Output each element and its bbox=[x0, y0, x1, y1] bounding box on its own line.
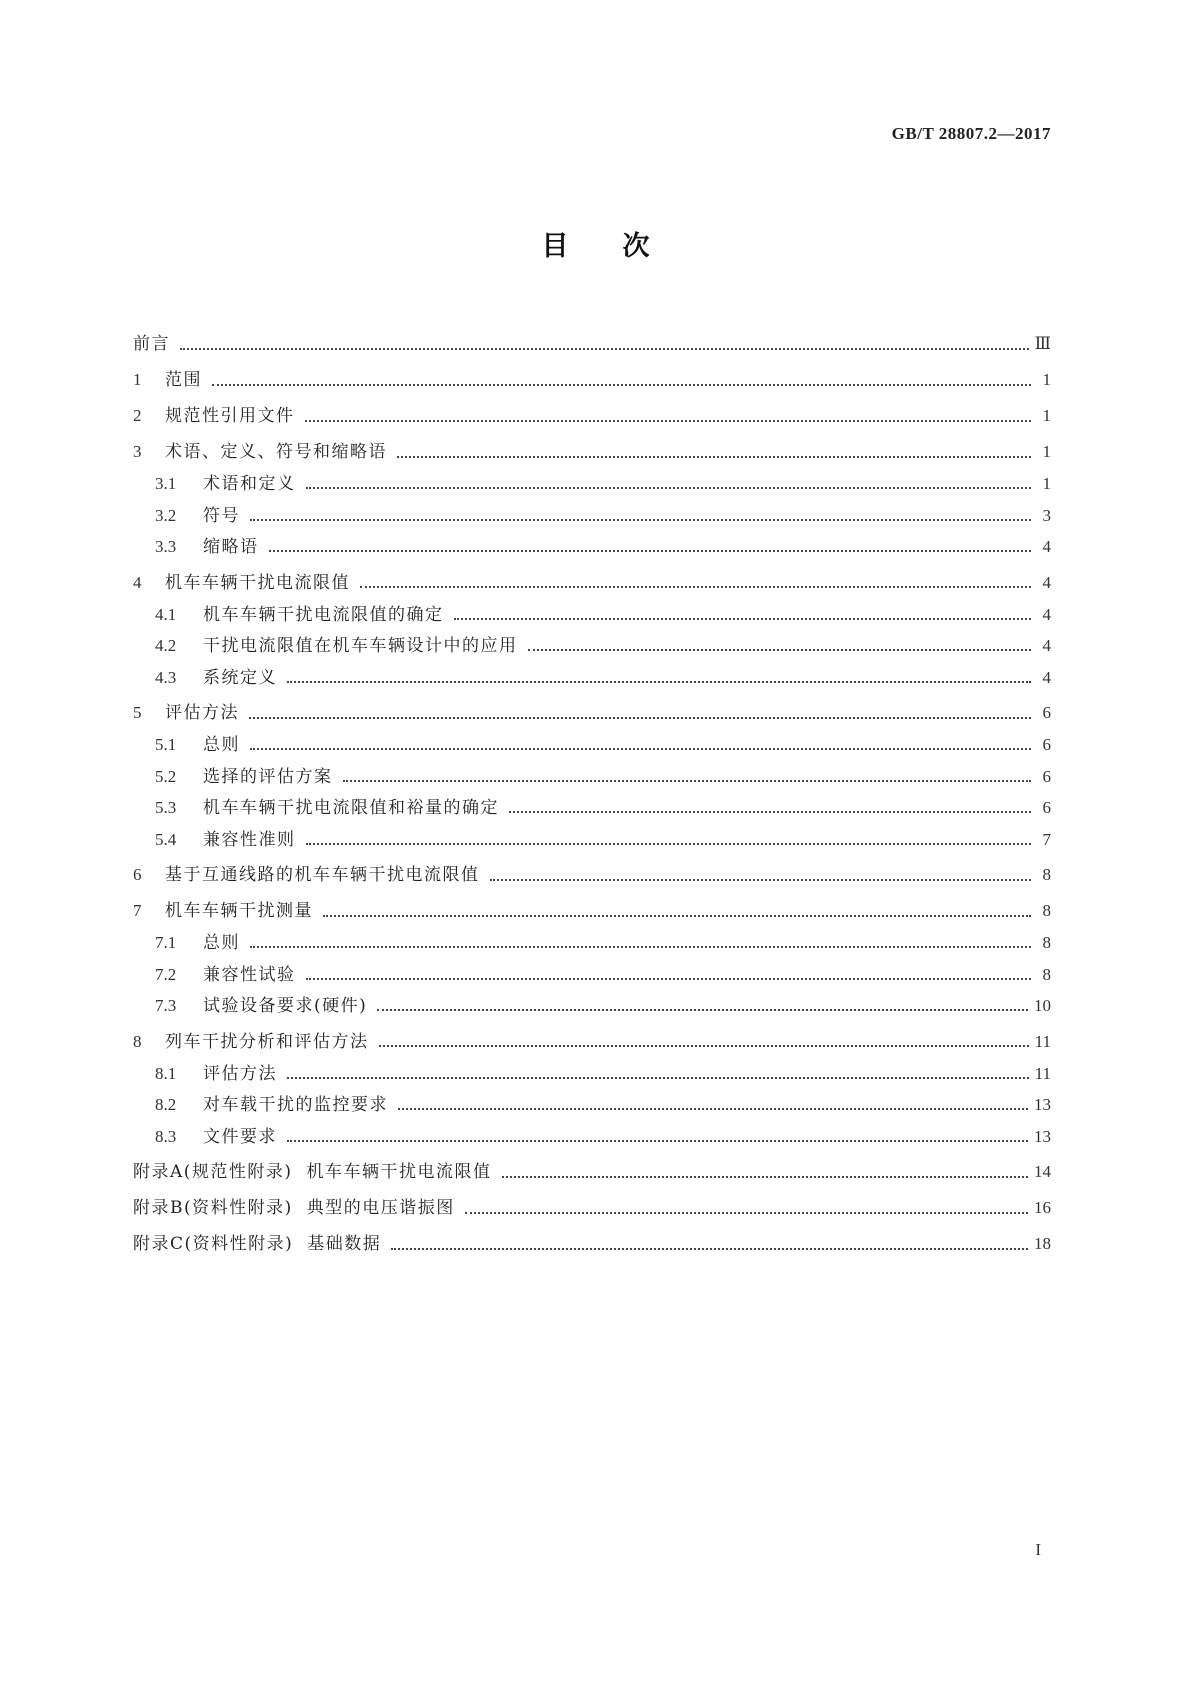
toc-entry[interactable] bbox=[133, 1089, 1051, 1121]
dot-leader bbox=[391, 1247, 1028, 1250]
toc-entry-number: 5.2 bbox=[155, 766, 177, 786]
toc-entry-number: 5.1 bbox=[155, 735, 177, 754]
toc-entry-page: 8 bbox=[1042, 865, 1051, 884]
toc-entry-page: 18 bbox=[1034, 1234, 1051, 1253]
toc-entry-page: 13 bbox=[1034, 1126, 1051, 1146]
toc-entry-page: 1 bbox=[1042, 370, 1051, 389]
dot-leader bbox=[323, 914, 1031, 917]
dot-leader bbox=[454, 617, 1032, 620]
dot-leader bbox=[249, 716, 1031, 719]
toc-entry-title: 基础数据 bbox=[307, 1234, 382, 1254]
dot-leader bbox=[250, 518, 1031, 521]
page-title: 目次 bbox=[541, 231, 704, 262]
toc-entry-title: 规范性引用文件 bbox=[165, 406, 295, 426]
dot-leader bbox=[343, 779, 1032, 782]
toc-entry[interactable] bbox=[133, 729, 1051, 761]
toc-entry-page: 10 bbox=[1034, 996, 1051, 1015]
toc-entry-number: 7.2 bbox=[155, 964, 177, 984]
toc-entry-page: 4 bbox=[1042, 667, 1051, 687]
toc-entry[interactable] bbox=[133, 697, 1051, 729]
toc-entry[interactable] bbox=[133, 662, 1051, 694]
toc-entry-number: 8.2 bbox=[155, 1095, 177, 1114]
toc-entry[interactable] bbox=[133, 531, 1051, 563]
dot-leader bbox=[287, 1139, 1028, 1142]
toc-entry-page: 8 bbox=[1042, 933, 1051, 952]
toc-entry-title: 典型的电压谐振图 bbox=[306, 1198, 455, 1218]
toc-entry-number: 4 bbox=[133, 572, 142, 592]
toc-entry-title: 对车载干扰的监控要求 bbox=[203, 1095, 388, 1115]
toc-entry-title: 机车车辆干扰电流限值的确定 bbox=[203, 604, 444, 625]
toc-entry-number: 8.3 bbox=[155, 1126, 177, 1146]
toc-entry-page: 1 bbox=[1042, 442, 1051, 461]
toc-entry[interactable] bbox=[133, 328, 1051, 360]
toc-entry-number: 7.1 bbox=[155, 933, 177, 952]
toc-entry-number: 6 bbox=[133, 865, 142, 884]
toc-entry-page: 16 bbox=[1034, 1198, 1051, 1217]
toc-entry-page: Ⅲ bbox=[1034, 334, 1051, 353]
toc-entry[interactable] bbox=[133, 1228, 1051, 1260]
toc-entry-title: 兼容性准则 bbox=[203, 829, 296, 850]
toc-entry[interactable] bbox=[133, 400, 1051, 432]
toc-entry-number: 3 bbox=[133, 442, 142, 461]
dot-leader bbox=[306, 486, 1032, 489]
toc-entry-page: 1 bbox=[1042, 474, 1051, 493]
toc-entry-page: 1 bbox=[1042, 406, 1051, 425]
toc-entry-title: 系统定义 bbox=[203, 667, 277, 688]
toc-entry-title: 范围 bbox=[165, 370, 202, 390]
toc-entry[interactable] bbox=[133, 990, 1051, 1022]
toc-entry[interactable] bbox=[133, 927, 1051, 959]
toc-appendix-label: 附录C(资料性附录) bbox=[133, 1234, 294, 1254]
toc-entry[interactable] bbox=[133, 824, 1051, 856]
toc-entry[interactable] bbox=[133, 599, 1051, 631]
toc-entry-number: 3.3 bbox=[155, 537, 177, 556]
toc-entry-number: 4.1 bbox=[155, 604, 177, 624]
toc-entry-title: 评估方法 bbox=[165, 703, 239, 723]
toc-entry-number: 5 bbox=[133, 703, 142, 722]
toc-entry-page: 6 bbox=[1042, 735, 1051, 754]
dot-leader bbox=[377, 1008, 1028, 1011]
toc-entry-number: 2 bbox=[133, 406, 142, 425]
page-number: I bbox=[1035, 1540, 1041, 1559]
toc-entry-title: 前言 bbox=[133, 334, 170, 354]
toc-entry[interactable] bbox=[133, 436, 1051, 468]
dot-leader bbox=[180, 347, 1029, 350]
toc-entry[interactable] bbox=[133, 1192, 1051, 1224]
toc-entry-title: 机车车辆干扰测量 bbox=[165, 901, 313, 921]
toc-entry-page: 4 bbox=[1042, 537, 1051, 556]
toc-entry-title: 试验设备要求(硬件) bbox=[203, 996, 368, 1016]
toc-entry-title: 兼容性试验 bbox=[203, 964, 296, 985]
toc-appendix-label: 附录A(规范性附录) bbox=[133, 1162, 293, 1182]
toc-entry-page: 3 bbox=[1042, 505, 1051, 525]
standard-code: GB/T 28807.2—2017 bbox=[891, 124, 1051, 143]
dot-leader bbox=[397, 455, 1031, 458]
toc-entry[interactable] bbox=[133, 630, 1051, 662]
toc-entry[interactable] bbox=[133, 959, 1051, 991]
toc-entry-title: 总则 bbox=[203, 933, 240, 953]
table-of-contents bbox=[133, 328, 1051, 1260]
toc-entry[interactable] bbox=[133, 859, 1051, 891]
toc-entry-page: 4 bbox=[1042, 572, 1051, 592]
toc-entry-title: 干扰电流限值在机车车辆设计中的应用 bbox=[203, 636, 518, 656]
dot-leader bbox=[509, 810, 1031, 813]
toc-entry-page: 11 bbox=[1034, 1031, 1051, 1051]
toc-entry-title: 术语和定义 bbox=[203, 474, 296, 494]
toc-entry[interactable] bbox=[133, 468, 1051, 500]
toc-entry-number: 7 bbox=[133, 901, 142, 920]
toc-entry[interactable] bbox=[133, 1058, 1051, 1090]
toc-entry-title: 符号 bbox=[203, 505, 240, 526]
toc-entry-title: 选择的评估方案 bbox=[203, 766, 333, 787]
toc-entry[interactable] bbox=[133, 895, 1051, 927]
toc-entry-page: 6 bbox=[1042, 798, 1051, 817]
toc-entry[interactable] bbox=[133, 1026, 1051, 1058]
toc-entry-title: 缩略语 bbox=[203, 537, 259, 557]
toc-entry-number: 4.3 bbox=[155, 667, 177, 687]
toc-entry-number: 4.2 bbox=[155, 636, 177, 655]
toc-entry-number: 8.1 bbox=[155, 1063, 177, 1083]
toc-entry-number: 3.1 bbox=[155, 474, 177, 493]
toc-entry-page: 8 bbox=[1042, 964, 1051, 984]
dot-leader bbox=[269, 549, 1032, 552]
dot-leader bbox=[250, 945, 1031, 948]
toc-entry-title: 机车车辆干扰电流限值和裕量的确定 bbox=[203, 798, 499, 818]
toc-entry-title: 评估方法 bbox=[203, 1063, 277, 1084]
toc-entry-title: 机车车辆干扰电流限值 bbox=[165, 572, 350, 593]
toc-entry-page: 11 bbox=[1034, 1063, 1051, 1083]
toc-entry[interactable] bbox=[133, 1121, 1051, 1153]
toc-entry-title: 列车干扰分析和评估方法 bbox=[165, 1031, 369, 1052]
toc-entry-number: 5.4 bbox=[155, 829, 177, 849]
dot-leader bbox=[250, 747, 1031, 750]
toc-entry-page: 8 bbox=[1042, 901, 1051, 920]
dot-leader bbox=[306, 842, 1032, 845]
dot-leader bbox=[379, 1044, 1029, 1047]
dot-leader bbox=[305, 419, 1032, 422]
toc-entry-page: 7 bbox=[1042, 829, 1051, 849]
toc-entry-page: 4 bbox=[1042, 636, 1051, 655]
toc-entry-page: 14 bbox=[1034, 1162, 1051, 1181]
toc-entry-title: 总则 bbox=[203, 735, 240, 755]
dot-leader bbox=[528, 648, 1032, 651]
dot-leader bbox=[306, 977, 1032, 980]
toc-appendix-label: 附录B(资料性附录) bbox=[133, 1198, 293, 1218]
dot-leader bbox=[360, 585, 1031, 588]
toc-entry[interactable] bbox=[133, 761, 1051, 793]
dot-leader bbox=[490, 878, 1032, 881]
toc-entry-number: 3.2 bbox=[155, 505, 177, 525]
dot-leader bbox=[398, 1107, 1028, 1110]
toc-entry-number: 7.3 bbox=[155, 996, 177, 1015]
dot-leader bbox=[287, 680, 1031, 683]
toc-entry-title: 术语、定义、符号和缩略语 bbox=[165, 442, 387, 462]
toc-entry[interactable] bbox=[133, 500, 1051, 532]
toc-entry-page: 13 bbox=[1034, 1095, 1051, 1114]
dot-leader bbox=[212, 383, 1031, 386]
toc-entry-number: 8 bbox=[133, 1031, 142, 1051]
toc-entry-number: 5.3 bbox=[155, 798, 177, 817]
toc-entry-number: 1 bbox=[133, 370, 142, 389]
toc-entry-page: 6 bbox=[1042, 766, 1051, 786]
toc-entry[interactable] bbox=[133, 1156, 1051, 1188]
toc-entry[interactable] bbox=[133, 567, 1051, 599]
toc-entry-title: 基于互通线路的机车车辆干扰电流限值 bbox=[165, 865, 480, 885]
dot-leader bbox=[465, 1211, 1028, 1214]
toc-entry[interactable] bbox=[133, 792, 1051, 824]
toc-entry[interactable] bbox=[133, 364, 1051, 396]
dot-leader bbox=[287, 1076, 1029, 1079]
toc-entry-title: 文件要求 bbox=[203, 1126, 277, 1147]
toc-entry-title: 机车车辆干扰电流限值 bbox=[306, 1162, 492, 1182]
toc-entry-page: 4 bbox=[1042, 604, 1051, 624]
toc-entry-page: 6 bbox=[1042, 703, 1051, 722]
dot-leader bbox=[502, 1175, 1028, 1178]
